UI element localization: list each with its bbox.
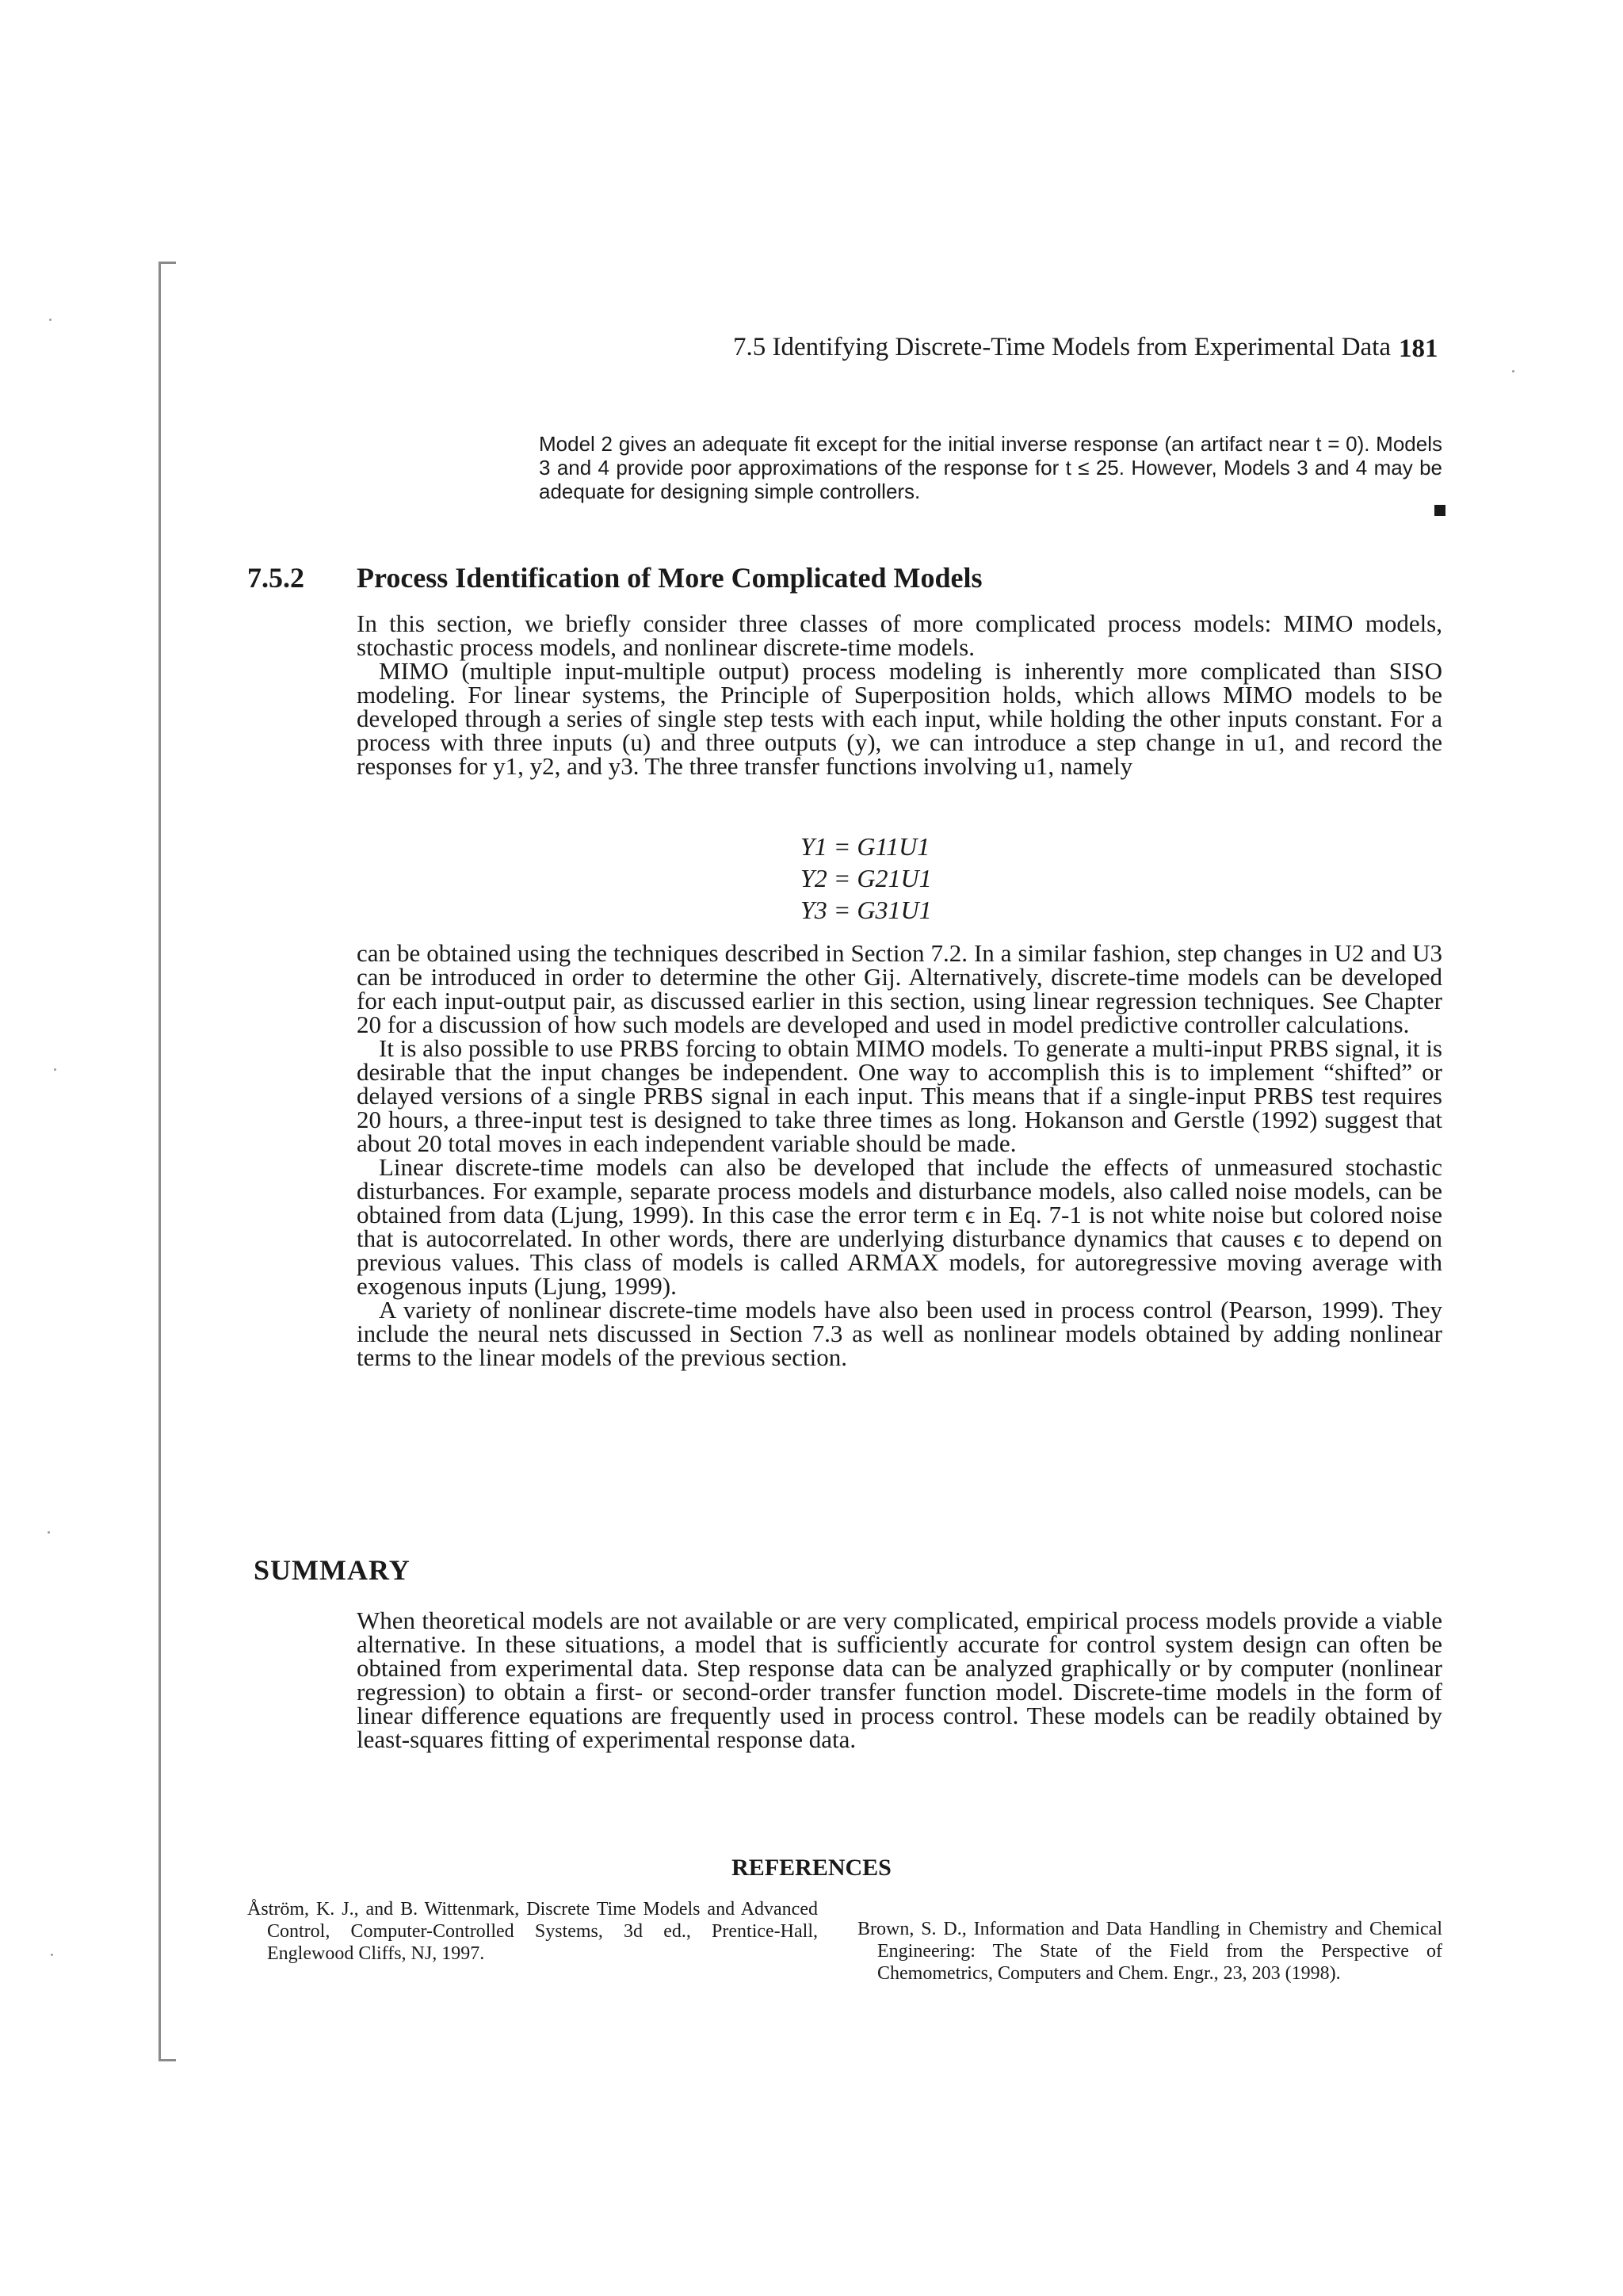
scan-speck [48, 1531, 50, 1534]
section-number: 7.5.2 [247, 562, 304, 594]
example-conclusion: Model 2 gives an adequate fit except for the initial inverse response (an artifact near t = 0). Models 3 and 4 provide poor approximations of the response for t ≤ 25. However, Models 3 and 4 may be adequate for designing simple controllers. [539, 432, 1442, 503]
equation-y2: Y2 = G21U1 [800, 864, 932, 892]
reference-entry [857, 1918, 1442, 1985]
running-head [733, 333, 1446, 362]
running-head-title: 7.5 Identifying Discrete-Time Models from Experimental Data [733, 333, 1391, 361]
scan-speck [54, 1068, 56, 1071]
reference-entry [247, 1898, 818, 1965]
paragraph: MIMO (multiple input-multiple output) process modeling is inherently more complicated than SISO modeling. For linear systems, the Principle of Superposition holds, which allows MIMO models to be developed through a series of single step tests with each input, while holding the other inputs constant. For a process with three inputs (u) and three outputs (y), we can introduce a step change in u1, and record the responses for y1, y2, and y3. The three transfer functions involving u1, namely [357, 657, 1442, 780]
section-body-intro [357, 609, 1442, 780]
equation-y1: Y1 = G11U1 [800, 832, 930, 861]
summary-body [357, 1606, 1442, 1753]
summary-heading: SUMMARY [254, 1554, 411, 1586]
scan-margin-tick [158, 2059, 176, 2061]
scan-margin-line [158, 262, 161, 2061]
equation-y3: Y3 = G31U1 [800, 896, 932, 924]
paragraph: Linear discrete-time models can also be developed that include the effects of unmeasured stochastic disturbances. For example, separate process models and disturbance models, also called noise models, can be obtained from data (Ljung, 1999). In this case the error term ϵ in Eq. 7-1 is not white noise but colored noise that is autocorrelated. In other words, there are underlying disturbance dynamics that causes ϵ to depend on previous values. This class of models is called ARMAX models, for autoregressive moving average with exogenous inputs (Ljung, 1999). [357, 1153, 1442, 1300]
section-title: Process Identification of More Complicated Models [357, 562, 983, 594]
scan-speck [49, 319, 52, 321]
page-number: 181 [1399, 334, 1438, 363]
paragraph: can be obtained using the techniques described in Section 7.2. In a similar fashion, step changes in U2 and U3 can be introduced in order to determine the other Gij. Alternatively, discrete-time models can be developed for each input-output pair, as discussed earlier in this section, using linear regression techniques. See Chapter 20 for a discussion of how such models are developed and used in model predictive controller calculations. [357, 939, 1442, 1038]
scan-margin-tick [158, 262, 176, 264]
scan-speck [51, 1954, 53, 1956]
scan-speck [1512, 370, 1514, 372]
paragraph: In this section, we briefly consider three classes of more complicated process models: MIMO models, stochastic process models, and nonlinear discrete-time models. [357, 609, 1442, 661]
paragraph: When theoretical models are not available or are very complicated, empirical process models provide a viable alternative. In these situations, a model that is sufficiently accurate for control system design can often be obtained from experimental data. Step response data can be analyzed graphically or by computer (nonlinear regression) to obtain a first- or second-order transfer function model. Discrete-time models in the form of linear difference equations are frequently used in process control. These models can be readily obtained by least-squares fitting of experimental response data. [357, 1606, 1442, 1753]
paragraph: It is also possible to use PRBS forcing to obtain MIMO models. To generate a multi-input PRBS signal, it is desirable that the input changes be independent. One way to accomplish this is to implement “shifted” or delayed versions of a single PRBS signal in each input. This means that if a single-input PRBS test requires 20 hours, a three-input test is designed to take three times as long. Hokanson and Gerstle (1992) suggest that about 20 total moves in each independent variable should be made. [357, 1034, 1442, 1157]
paragraph: A variety of nonlinear discrete-time models have also been used in process control (Pearson, 1999). They include the neural nets discussed in Section 7.3 as well as nonlinear models obtained by adding nonlinear terms to the linear models of the previous section. [357, 1296, 1442, 1371]
reference-text: Åström, K. J., and B. Wittenmark, Discrete Time Models and Advanced Control, Computer-Controlled Systems, 3d ed., Prentice-Hall, Englewood Cliffs, NJ, 1997. [247, 1899, 818, 1964]
references-heading: REFERENCES [731, 1855, 892, 1881]
end-of-example-mark [1434, 505, 1445, 516]
reference-text: Brown, S. D., Information and Data Handling in Chemistry and Chemical Engineering: The State of the Field from the Perspective of Chemometrics, Computers and Chem. Engr., 23, 203 (1998). [857, 1919, 1442, 1984]
section-body-continued [357, 939, 1442, 1371]
